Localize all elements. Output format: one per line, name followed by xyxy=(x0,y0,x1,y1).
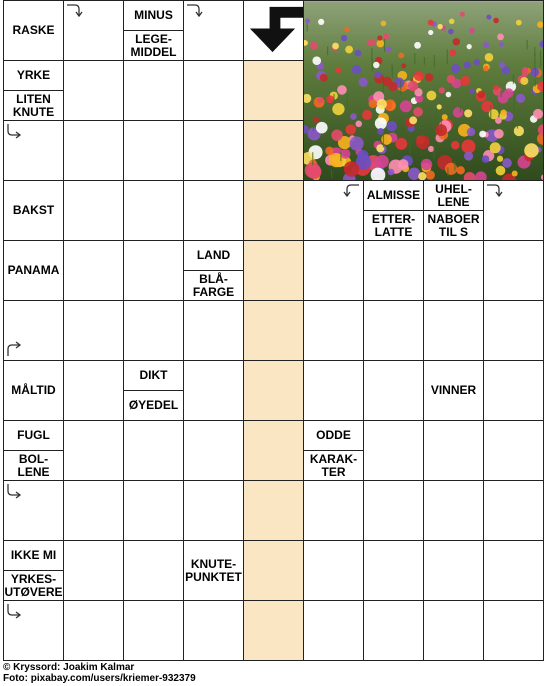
clue-yrkesutovere: YRKES- UTØVERE xyxy=(3,570,64,601)
answer-cell[interactable] xyxy=(123,240,184,301)
bent-arrow-down-left-icon xyxy=(243,0,304,61)
arrow-down-right-icon xyxy=(5,122,23,140)
flower-garden-photo xyxy=(303,0,544,181)
credits xyxy=(3,662,196,684)
clue-karakter: KARAK- TER xyxy=(303,450,364,481)
answer-cell[interactable] xyxy=(303,480,364,541)
clue-minus: MINUS xyxy=(123,0,184,31)
answer-cell[interactable] xyxy=(63,120,124,181)
answer-cell[interactable] xyxy=(123,180,184,241)
answer-cell[interactable] xyxy=(63,240,124,301)
answer-cell[interactable] xyxy=(483,240,544,301)
answer-cell[interactable] xyxy=(243,300,304,361)
answer-cell[interactable] xyxy=(423,240,484,301)
answer-cell[interactable] xyxy=(243,480,304,541)
arrow-right-down-icon xyxy=(65,2,83,20)
answer-cell[interactable] xyxy=(363,360,424,421)
arrow-down-right-icon xyxy=(5,602,23,620)
clue-blafarge: BLÅ- FARGE xyxy=(183,270,244,301)
answer-cell[interactable] xyxy=(123,300,184,361)
answer-cell[interactable] xyxy=(483,420,544,481)
answer-cell[interactable] xyxy=(123,600,184,661)
clue-raske: RASKE xyxy=(3,0,64,61)
clue-uhellene: UHEL- LENE xyxy=(423,180,484,211)
answer-cell[interactable] xyxy=(63,60,124,121)
answer-cell[interactable] xyxy=(483,480,544,541)
answer-cell[interactable] xyxy=(243,360,304,421)
arrow-right-down-icon xyxy=(485,182,503,200)
answer-cell[interactable] xyxy=(183,420,244,481)
answer-cell[interactable] xyxy=(363,480,424,541)
clue-almisse: ALMISSE xyxy=(363,180,424,211)
photo-credit: Foto: pixabay.com/users/kriemer-932379 xyxy=(3,673,196,684)
answer-cell[interactable] xyxy=(243,540,304,601)
answer-cell[interactable] xyxy=(483,540,544,601)
answer-cell[interactable] xyxy=(63,300,124,361)
clue-fugl: FUGL xyxy=(3,420,64,451)
answer-cell[interactable] xyxy=(423,600,484,661)
answer-cell[interactable] xyxy=(123,120,184,181)
clue-maltid: MÅLTID xyxy=(3,360,64,421)
answer-cell[interactable] xyxy=(363,600,424,661)
arrow-down-right-icon xyxy=(5,482,23,500)
clue-knutepunktet: KNUTE- PUNKTET xyxy=(183,540,244,601)
answer-cell[interactable] xyxy=(123,420,184,481)
answer-cell[interactable] xyxy=(423,300,484,361)
answer-cell[interactable] xyxy=(363,540,424,601)
clue-vinner: VINNER xyxy=(423,360,484,421)
arrow-right-down-icon xyxy=(185,2,203,20)
clue-oyedel: ØYEDEL xyxy=(123,390,184,421)
clue-bollene: BOL- LENE xyxy=(3,450,64,481)
clue-panama: PANAMA xyxy=(3,240,64,301)
answer-cell[interactable] xyxy=(243,120,304,181)
answer-cell[interactable] xyxy=(243,420,304,481)
answer-cell[interactable] xyxy=(423,540,484,601)
answer-cell[interactable] xyxy=(243,60,304,121)
answer-cell[interactable] xyxy=(303,360,364,421)
crossword-grid xyxy=(3,0,543,660)
answer-cell[interactable] xyxy=(123,540,184,601)
answer-cell[interactable] xyxy=(303,240,364,301)
answer-cell[interactable] xyxy=(63,600,124,661)
clue-bakst: BAKST xyxy=(3,180,64,241)
answer-cell[interactable] xyxy=(363,300,424,361)
answer-cell[interactable] xyxy=(123,480,184,541)
clue-naboer-til-s: NABOER TIL S xyxy=(423,210,484,241)
clue-etterlatte: ETTER- LATTE xyxy=(363,210,424,241)
answer-cell[interactable] xyxy=(183,360,244,421)
answer-cell[interactable] xyxy=(363,240,424,301)
answer-cell[interactable] xyxy=(423,480,484,541)
answer-cell[interactable] xyxy=(423,420,484,481)
author-credit: © Kryssord: Joakim Kalmar xyxy=(3,662,135,673)
answer-cell[interactable] xyxy=(483,360,544,421)
answer-cell[interactable] xyxy=(303,300,364,361)
clue-legemiddel: LEGE- MIDDEL xyxy=(123,30,184,61)
answer-cell[interactable] xyxy=(63,540,124,601)
answer-cell[interactable] xyxy=(63,180,124,241)
answer-cell[interactable] xyxy=(123,60,184,121)
answer-cell[interactable] xyxy=(183,480,244,541)
answer-cell[interactable] xyxy=(243,180,304,241)
answer-cell[interactable] xyxy=(483,600,544,661)
arrow-left-down-icon xyxy=(343,182,361,200)
clue-yrke: YRKE xyxy=(3,60,64,91)
answer-cell[interactable] xyxy=(243,600,304,661)
answer-cell[interactable] xyxy=(243,240,304,301)
clue-liten-knute: LITEN KNUTE xyxy=(3,90,64,121)
clue-dikt: DIKT xyxy=(123,360,184,391)
answer-cell[interactable] xyxy=(63,360,124,421)
answer-cell[interactable] xyxy=(183,300,244,361)
arrow-up-right-icon xyxy=(5,340,23,358)
clue-odde: ODDE xyxy=(303,420,364,451)
answer-cell[interactable] xyxy=(183,180,244,241)
answer-cell[interactable] xyxy=(183,60,244,121)
answer-cell[interactable] xyxy=(183,120,244,181)
answer-cell[interactable] xyxy=(303,540,364,601)
clue-ikke-mi: IKKE MI xyxy=(3,540,64,571)
answer-cell[interactable] xyxy=(63,480,124,541)
answer-cell[interactable] xyxy=(183,600,244,661)
answer-cell[interactable] xyxy=(363,420,424,481)
answer-cell[interactable] xyxy=(303,600,364,661)
clue-land: LAND xyxy=(183,240,244,271)
answer-cell[interactable] xyxy=(483,300,544,361)
answer-cell[interactable] xyxy=(63,420,124,481)
